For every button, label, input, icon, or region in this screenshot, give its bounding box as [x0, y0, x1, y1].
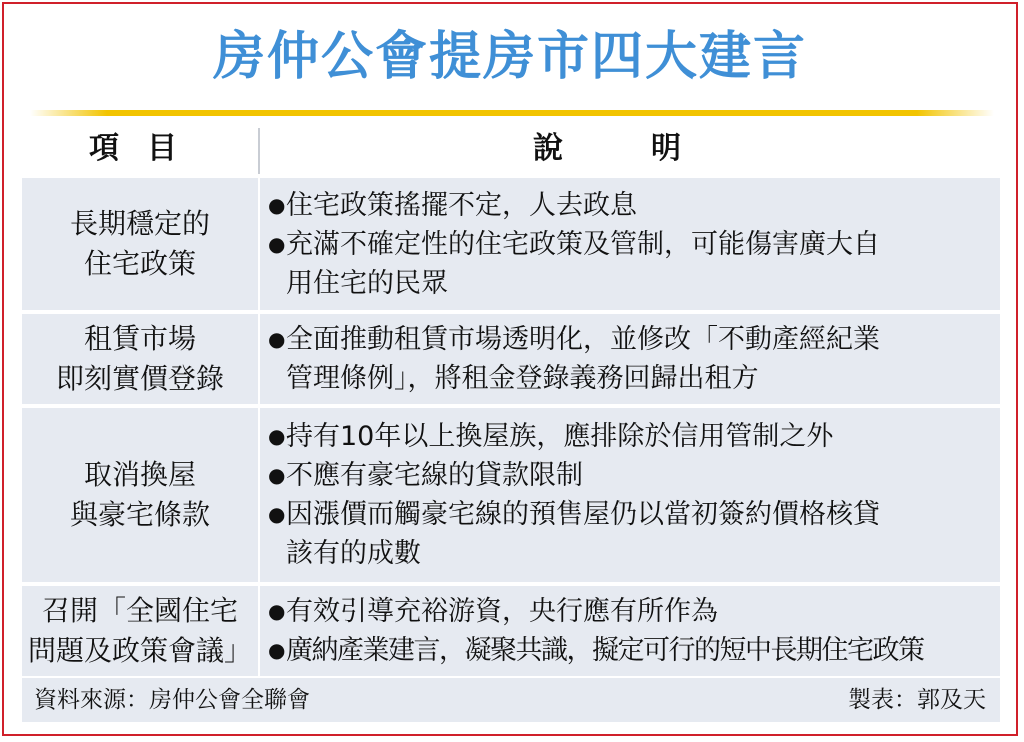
- bullet-item: [268, 186, 998, 225]
- row-category: [22, 408, 258, 582]
- header-item: 項目: [89, 131, 205, 166]
- bullet-text: 持有10年以上換屋族，應排除於信用管制之外: [286, 421, 834, 452]
- column-divider: [258, 586, 260, 676]
- column-divider: [258, 408, 260, 582]
- bullet-text-continued: 該有的成數: [286, 538, 421, 569]
- bullet-dot: ●: [268, 231, 286, 256]
- bullet-text-continued: 用住宅的民眾: [286, 267, 448, 299]
- bullet-dot: ●: [268, 502, 286, 526]
- source-footer: [22, 678, 1000, 722]
- bullet-dot: ●: [268, 599, 286, 623]
- header-description: 說明: [533, 131, 769, 166]
- bullet-item: [268, 631, 998, 670]
- bullet-item: [268, 417, 998, 456]
- bullet-dot: ●: [268, 424, 286, 448]
- row-category: [22, 586, 258, 676]
- bullet-item: [268, 495, 998, 573]
- row-category: [22, 314, 258, 404]
- category-line: 取消換屋: [83, 458, 196, 491]
- bullet-item: [268, 592, 998, 631]
- page-title: 房仲公會提房市四大建言: [212, 27, 807, 87]
- bullet-text-continued: 管理條例」，將租金登錄義務回歸出租方: [286, 363, 759, 394]
- table-row: [22, 408, 1000, 582]
- row-description: [268, 408, 998, 582]
- bullet-text: 廣納產業建言，凝聚共識，擬定可行的短中長期住宅政策: [286, 635, 924, 666]
- row-description: [268, 178, 998, 310]
- category-line: 問題及政策會議」: [27, 634, 252, 667]
- table-header: [22, 124, 1000, 174]
- row-description: [268, 586, 998, 676]
- maker-credit: 製表：郭及天: [848, 687, 986, 713]
- column-divider: [258, 178, 260, 310]
- bullet-dot: ●: [268, 327, 286, 351]
- bullet-item: [268, 225, 998, 303]
- category-line: 召開「全國住宅: [41, 594, 238, 627]
- bullet-text: 不應有豪宅線的貸款限制: [286, 460, 583, 491]
- category-line: 長期穩定的: [69, 207, 210, 240]
- table-row: [22, 178, 1000, 310]
- column-divider: [258, 314, 260, 404]
- table-row: [22, 586, 1000, 676]
- bullet-dot: ●: [268, 638, 286, 662]
- title-divider: [30, 110, 994, 116]
- bullet-dot: ●: [268, 192, 286, 217]
- category-line: 住宅政策: [83, 247, 196, 280]
- category-line: 租賃市場: [83, 322, 196, 355]
- bullet-text: 因漲價而觸豪宅線的預售屋仍以當初簽約價格核貸: [286, 499, 880, 530]
- row-description: [268, 314, 998, 404]
- bullet-text: 全面推動租賃市場透明化，並修改「不動產經紀業: [286, 324, 880, 355]
- table-row: [22, 314, 1000, 404]
- bullet-item: [268, 320, 998, 398]
- bullet-item: [268, 456, 998, 495]
- category-line: 與豪宅條款: [69, 498, 210, 531]
- category-line: 即刻實價登錄: [55, 362, 224, 395]
- bullet-text: 有效引導充裕游資，央行應有所作為: [286, 596, 718, 627]
- bullet-text: 住宅政策搖擺不定，人去政息: [286, 189, 637, 221]
- source-credit: 資料來源：房仲公會全聯會: [34, 687, 310, 713]
- bullet-dot: ●: [268, 463, 286, 487]
- row-category: [22, 178, 258, 310]
- bullet-text: 充滿不確定性的住宅政策及管制，可能傷害廣大自: [286, 228, 880, 260]
